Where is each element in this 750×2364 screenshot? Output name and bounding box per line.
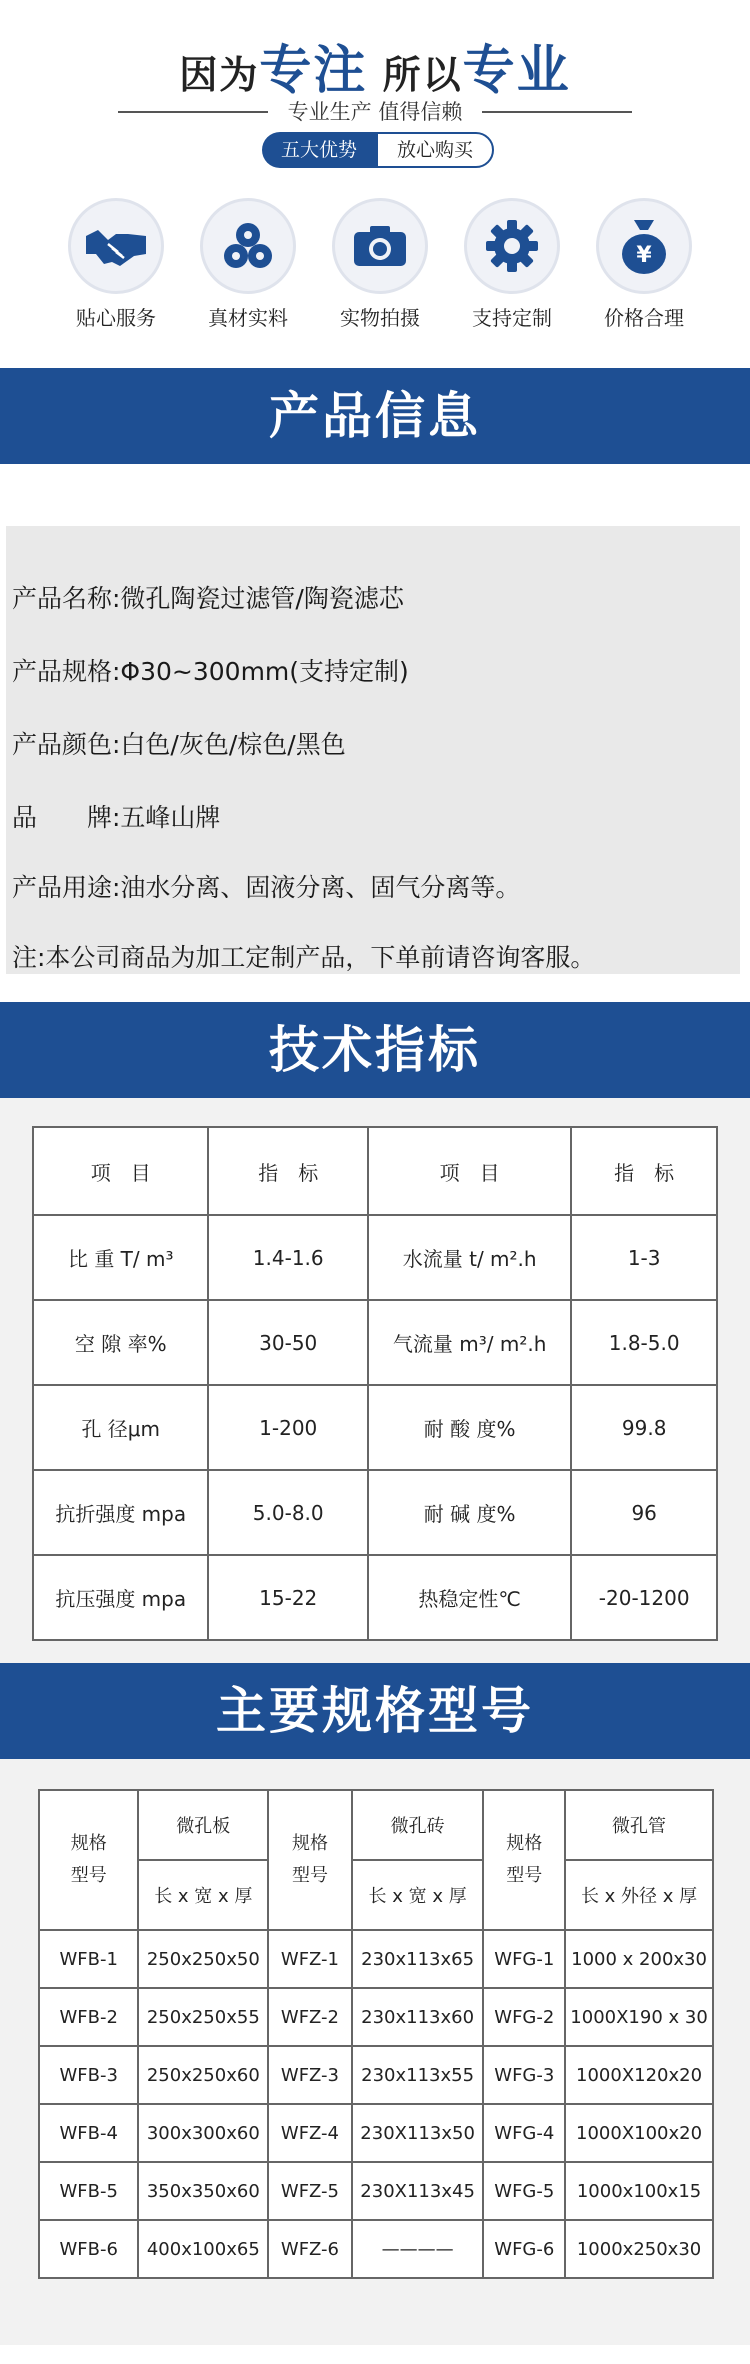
table-cell: WFG-4 <box>483 2104 565 2162</box>
table-cell: WFG-3 <box>483 2046 565 2104</box>
table-cell: WFZ-1 <box>268 1930 352 1988</box>
feature-item <box>324 198 436 331</box>
hero-section <box>0 0 750 368</box>
table-cell: WFB-1 <box>39 1930 138 1988</box>
svg-text:¥: ¥ <box>636 243 652 268</box>
table-cell: 1-3 <box>571 1215 717 1300</box>
info-row-usage: 产品用途:油水分离、固液分离、固气分离等。 <box>12 873 521 902</box>
table-cell: 250x250x50 <box>138 1930 268 1988</box>
table-cell: WFB-4 <box>39 2104 138 2162</box>
table-cell: WFZ-5 <box>268 2162 352 2220</box>
pipes-icon <box>200 198 296 294</box>
header-cell: 指 标 <box>208 1127 368 1215</box>
table-row <box>33 1215 717 1300</box>
spec-section <box>0 1759 750 2345</box>
table-cell: WFZ-4 <box>268 2104 352 2162</box>
table-cell: WFG-5 <box>483 2162 565 2220</box>
table-cell: 1-200 <box>208 1385 368 1470</box>
model-header: 规格型号 <box>268 1790 352 1930</box>
table-cell: 350x350x60 <box>138 2162 268 2220</box>
table-row <box>39 2220 713 2278</box>
table-row <box>39 2162 713 2220</box>
table-cell: 230x113x65 <box>352 1930 484 1988</box>
table-cell: 250x250x55 <box>138 1988 268 2046</box>
table-cell: 30-50 <box>208 1300 368 1385</box>
table-cell: 孔 径μm <box>33 1385 208 1470</box>
info-row-spec: 产品规格:Φ30~300mm(支持定制) <box>12 657 409 686</box>
table-cell: 1000 x 200x30 <box>565 1930 713 1988</box>
table-row <box>39 1930 713 1988</box>
spec-header-row <box>39 1790 713 1860</box>
group-header-plate: 微孔板 <box>138 1790 268 1860</box>
header-cell: 项 目 <box>368 1127 571 1215</box>
table-row <box>39 1988 713 2046</box>
table-cell: 热稳定性℃ <box>368 1555 571 1640</box>
group-header-tube: 微孔管 <box>565 1790 713 1860</box>
table-cell: WFB-2 <box>39 1988 138 2046</box>
feature-item <box>192 198 304 331</box>
table-cell: 250x250x60 <box>138 2046 268 2104</box>
table-cell: WFZ-3 <box>268 2046 352 2104</box>
table-cell: 230x113x60 <box>352 1988 484 2046</box>
money-bag-icon <box>596 198 692 294</box>
info-row-brand: 品 牌:五峰山牌 <box>12 803 221 832</box>
header-cell: 项 目 <box>33 1127 208 1215</box>
table-cell: 空 隙 率% <box>33 1300 208 1385</box>
table-cell: 1.8-5.0 <box>571 1300 717 1385</box>
table-row <box>39 2046 713 2104</box>
advantage-badges <box>262 132 494 168</box>
title-emphasis: 专注 <box>259 41 368 101</box>
table-cell: WFG-2 <box>483 1988 565 2046</box>
tech-section <box>0 1098 750 1663</box>
table-cell: 1000X120x20 <box>565 2046 713 2104</box>
table-cell: 230X113x50 <box>352 2104 484 2162</box>
table-cell: 15-22 <box>208 1555 368 1640</box>
table-row <box>33 1555 717 1640</box>
table-cell: 230x113x55 <box>352 2046 484 2104</box>
table-cell: 水流量 t/ m².h <box>368 1215 571 1300</box>
table-cell: 230X113x45 <box>352 2162 484 2220</box>
tech-table <box>32 1126 718 1641</box>
title-part: 因为 <box>179 53 260 97</box>
feature-label: 价格合理 <box>604 306 684 330</box>
table-row <box>33 1300 717 1385</box>
table-cell: 抗折强度 mpa <box>33 1470 208 1555</box>
table-cell: WFB-6 <box>39 2220 138 2278</box>
table-cell: WFZ-6 <box>268 2220 352 2278</box>
table-cell: WFB-3 <box>39 2046 138 2104</box>
feature-item <box>588 198 700 331</box>
feature-label: 实物拍摄 <box>340 306 420 330</box>
table-cell: 300x300x60 <box>138 2104 268 2162</box>
feature-label: 真材实料 <box>208 306 288 330</box>
table-cell: 耐 碱 度% <box>368 1470 571 1555</box>
table-row <box>33 1385 717 1470</box>
table-cell: 耐 酸 度% <box>368 1385 571 1470</box>
table-cell: 1.4-1.6 <box>208 1215 368 1300</box>
table-cell: WFG-1 <box>483 1930 565 1988</box>
table-cell: WFG-6 <box>483 2220 565 2278</box>
tech-banner: 技术指标 <box>0 1002 750 1098</box>
feature-item <box>456 198 568 331</box>
table-cell: 1000x250x30 <box>565 2220 713 2278</box>
table-cell: 1000x100x15 <box>565 2162 713 2220</box>
table-cell: 96 <box>571 1470 717 1555</box>
badge-assurance: 放心购买 <box>376 132 494 168</box>
info-row-color: 产品颜色:白色/灰色/棕色/黑色 <box>12 730 346 759</box>
product-info-section <box>0 464 750 1002</box>
table-cell: 比 重 T/ m³ <box>33 1215 208 1300</box>
hero-subtitle: 专业生产 值得信赖 <box>287 100 463 124</box>
hero-title <box>0 28 750 103</box>
info-row-name: 产品名称:微孔陶瓷过滤管/陶瓷滤芯 <box>12 584 404 613</box>
group-header-brick: 微孔砖 <box>352 1790 484 1860</box>
feature-label: 贴心服务 <box>76 306 156 330</box>
feature-label: 支持定制 <box>472 306 552 330</box>
table-cell: 抗压强度 mpa <box>33 1555 208 1640</box>
table-cell: 5.0-8.0 <box>208 1470 368 1555</box>
gear-icon <box>464 198 560 294</box>
subheader-cell: 长 x 外径 x 厚 <box>565 1860 713 1930</box>
header-cell: 指 标 <box>571 1127 717 1215</box>
spec-banner: 主要规格型号 <box>0 1663 750 1759</box>
feature-list <box>60 198 700 331</box>
model-header: 规格型号 <box>39 1790 138 1930</box>
table-cell: 400x100x65 <box>138 2220 268 2278</box>
table-row <box>33 1470 717 1555</box>
title-emphasis: 专业 <box>462 41 571 101</box>
table-cell: WFB-5 <box>39 2162 138 2220</box>
table-cell: 1000X190 x 30 <box>565 1988 713 2046</box>
camera-icon <box>332 198 428 294</box>
table-cell: -20-1200 <box>571 1555 717 1640</box>
handshake-icon <box>68 198 164 294</box>
table-cell: 1000X100x20 <box>565 2104 713 2162</box>
spec-subheader-row <box>39 1860 713 1930</box>
product-info-banner: 产品信息 <box>0 368 750 464</box>
info-row-note: 注:本公司商品为加工定制产品，下单前请咨询客服。 <box>12 943 596 972</box>
table-cell: 气流量 m³/ m².h <box>368 1300 571 1385</box>
badge-advantages: 五大优势 <box>262 132 376 168</box>
model-header: 规格型号 <box>483 1790 565 1930</box>
table-cell: 99.8 <box>571 1385 717 1470</box>
divider-right <box>482 111 632 113</box>
table-cell: ———— <box>352 2220 484 2278</box>
table-row <box>39 2104 713 2162</box>
tech-header-row <box>33 1127 717 1215</box>
title-part: 所以 <box>382 53 463 97</box>
subheader-cell: 长 x 宽 x 厚 <box>352 1860 484 1930</box>
subheader-cell: 长 x 宽 x 厚 <box>138 1860 268 1930</box>
spec-table <box>38 1789 714 2279</box>
table-cell: WFZ-2 <box>268 1988 352 2046</box>
feature-item <box>60 198 172 331</box>
